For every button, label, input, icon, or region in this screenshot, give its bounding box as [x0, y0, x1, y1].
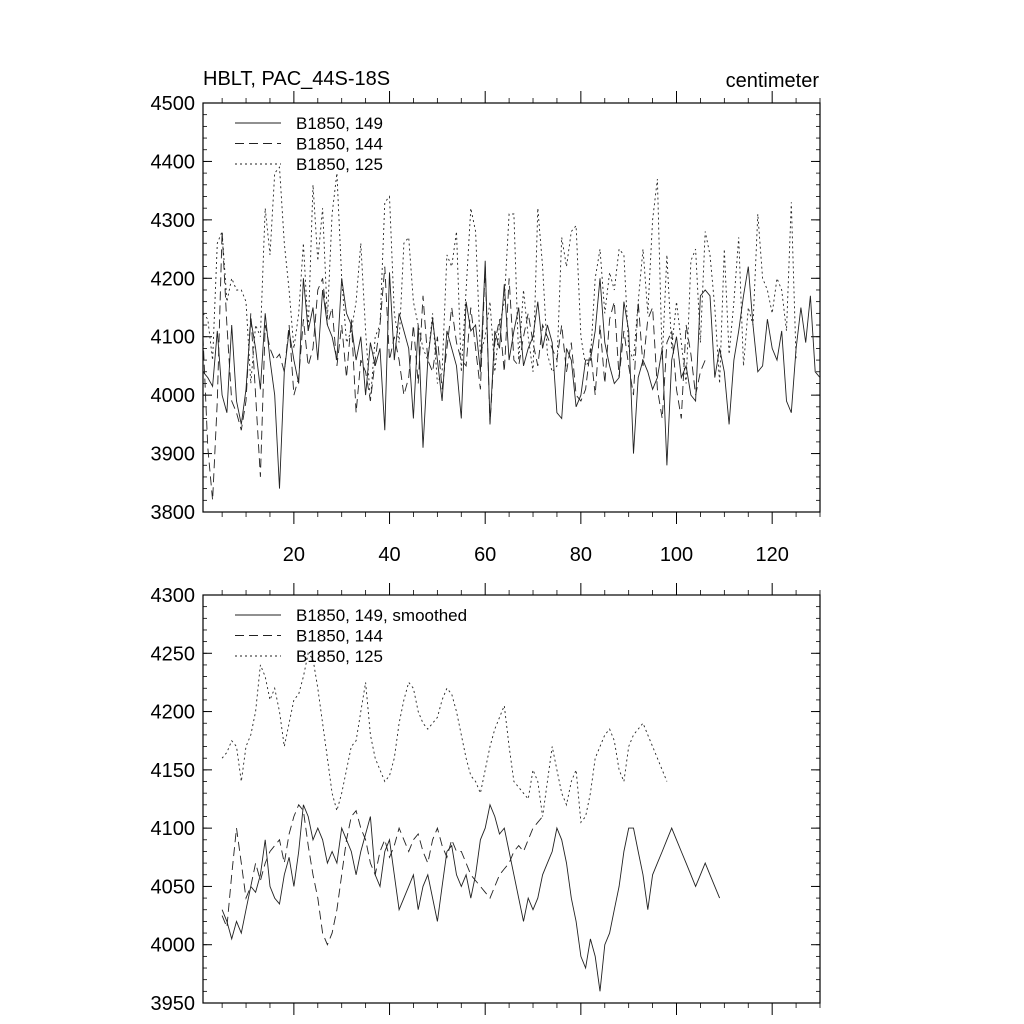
legend-label: B1850, 125 [296, 155, 383, 174]
top-panel [151, 91, 821, 566]
x-tick-label: 20 [282, 544, 306, 566]
y-tick-label: 4200 [150, 268, 195, 291]
x-tick-label: 100 [659, 544, 694, 566]
x-tick-label: 40 [378, 544, 401, 566]
y-tick-label: 4100 [150, 326, 195, 349]
series-line-3 [203, 167, 796, 401]
y-tick-label: 4050 [150, 876, 195, 899]
y-tick-label: 4300 [150, 585, 195, 607]
y-tick-label: 4300 [150, 209, 195, 232]
y-tick-label: 4000 [150, 385, 195, 408]
x-tick-label: 60 [474, 544, 497, 566]
legend-label: B1850, 149, smoothed [296, 606, 468, 625]
y-tick-label: 4250 [150, 643, 195, 666]
y-tick-label: 4000 [150, 934, 195, 957]
legend-label: B1850, 125 [296, 647, 383, 666]
series-line-1 [203, 261, 820, 489]
y-tick-label: 4500 [150, 93, 195, 115]
x-tick-label: 120 [755, 544, 789, 566]
y-tick-label: 3800 [150, 502, 195, 524]
y-tick-label: 4150 [150, 759, 195, 782]
chart-title: HBLT, PAC_44S-18S [203, 68, 391, 90]
legend-label: B1850, 149 [296, 114, 383, 133]
y-tick-label: 3950 [150, 993, 195, 1015]
series-line-3 [222, 653, 667, 822]
y-tick-label: 3900 [150, 443, 195, 466]
bottom-panel [151, 583, 821, 1015]
y-tick-label: 4100 [150, 818, 195, 841]
y-tick-label: 4400 [150, 151, 195, 174]
series-line-1 [222, 805, 719, 992]
legend-label: B1850, 144 [296, 626, 383, 646]
y-tick-label: 4200 [150, 701, 195, 724]
x-tick-label: 80 [569, 544, 592, 566]
series-line-2 [222, 805, 542, 945]
legend-label: B1850, 144 [296, 134, 383, 154]
units-label: centimeter [725, 70, 819, 92]
